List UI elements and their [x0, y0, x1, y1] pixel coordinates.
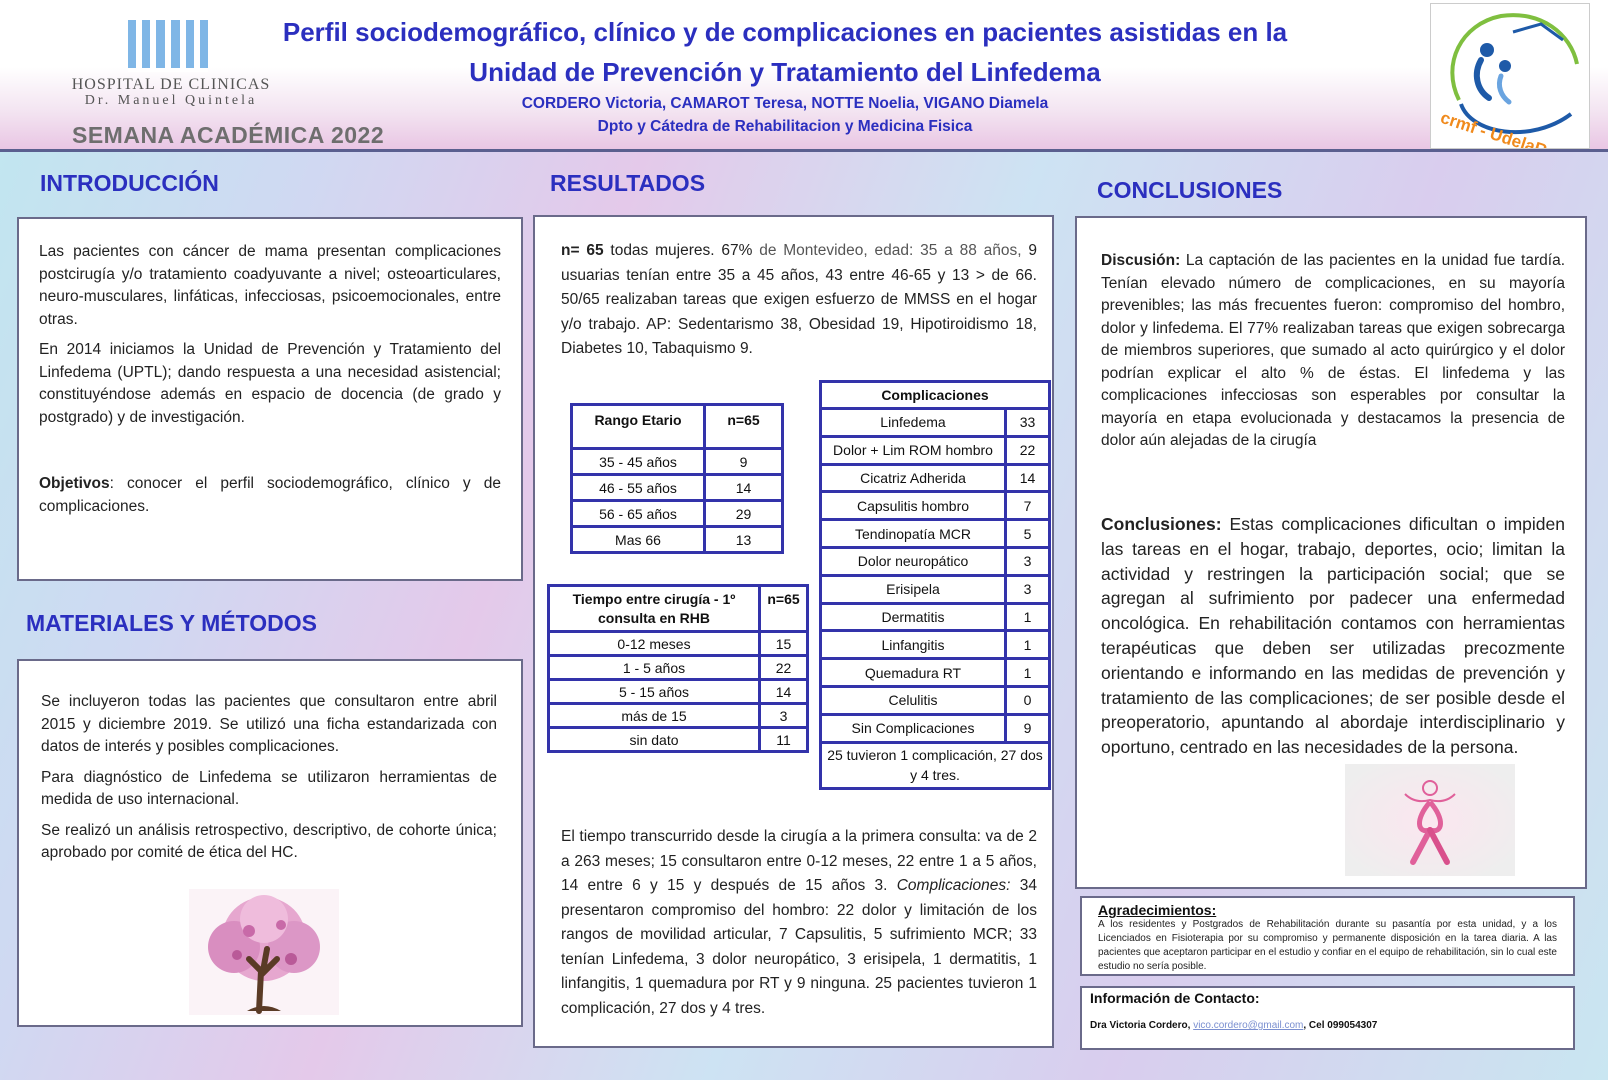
- results-n-label: n= 65: [561, 242, 604, 259]
- time-table-header-row: [549, 586, 808, 632]
- comp-table-footer-row: [821, 742, 1050, 788]
- contact-email-link[interactable]: vico.cordero@gmail.com: [1193, 1020, 1304, 1031]
- age-count: 29: [705, 501, 783, 527]
- time-table-header-n: n=65: [760, 586, 808, 632]
- intro-heading: INTRODUCCIÓN: [40, 170, 219, 196]
- comp-label: Quemadura RT: [821, 659, 1006, 687]
- hospital-name: HOSPITAL DE CLINICAS: [71, 76, 271, 93]
- methods-paragraph-3: Se realizó un análisis retrospectivo, descriptivo, de cohorte única; aprobado por comité de ética del HC.: [41, 821, 497, 861]
- semana-academica: SEMANA ACADÉMICA 2022: [72, 122, 385, 148]
- age-table-header-label: Rango Etario: [572, 405, 705, 449]
- comp-label: Dermatitis: [821, 603, 1006, 631]
- results-heading: RESULTADOS: [550, 170, 706, 196]
- title-line-2: Unidad de Prevención y Tratamiento del Linfedema: [469, 57, 1101, 87]
- table-row: [821, 659, 1050, 687]
- age-range-table: [570, 403, 784, 554]
- time-label: 5 - 15 años: [549, 680, 760, 704]
- authors: CORDERO Victoria, CAMAROT Teresa, NOTTE Noelia, VIGANO Diamela: [521, 95, 1049, 112]
- age-count: 9: [705, 449, 783, 475]
- acknowledgements-box: [1080, 896, 1575, 976]
- hospital-building-icon: [128, 6, 208, 72]
- comp-table-header: Complicaciones: [821, 382, 1050, 409]
- poster-header: [0, 0, 1608, 152]
- conclusions-box: [1075, 216, 1587, 889]
- title-line-1: Perfil sociodemográfico, clínico y de complicaciones en pacientes asistidas en la: [282, 17, 1288, 47]
- table-row: [821, 547, 1050, 575]
- comp-label: Sin Complicaciones: [821, 714, 1006, 742]
- comp-table-footer: 25 tuvieron 1 complicación, 27 dos y 4 tres.: [821, 742, 1050, 788]
- results-bottom-italic: Complicaciones:: [896, 877, 1011, 894]
- age-count: 14: [705, 475, 783, 501]
- comp-count: 1: [1006, 631, 1050, 659]
- comp-count: 5: [1006, 520, 1050, 548]
- age-table-header-n: n=65: [705, 405, 783, 449]
- comp-label: Linfedema: [821, 409, 1006, 437]
- time-count: 14: [760, 680, 808, 704]
- comp-count: 3: [1006, 575, 1050, 603]
- contact-phone: , Cel 099054307: [1303, 1020, 1378, 1031]
- intro-box: [17, 217, 523, 581]
- discusion-label: Discusión:: [1101, 252, 1181, 269]
- time-to-consult-table: [547, 584, 809, 753]
- intro-paragraph-2: En 2014 iniciamos la Unidad de Prevención y Tratamiento del Linfedema (UPTL); dando respuesta a una necesidad asistencial; constituyéndose además en espacio de docencia (de grado y postgrado) y de investigación.: [39, 341, 501, 426]
- conclusiones-text: Estas complicaciones dificultan o impiden las tareas en el hogar, trabajo, deportes, ocio; limitan la actividad y restringen la participación social; que se agregan al sufrimiento por padecer una enfermedad oncológica. En rehabilitación contamos con herramientas terapéuticas que deben ser utilizadas precozmente orientando e informando en las medidas de prevención y tratamiento de las complicaciones; de ser posible desde el preoperatorio, apuntando al abordaje interdisciplinario y oportuno, centrado en las necesidades de la persona.: [1101, 514, 1565, 758]
- table-row: [821, 409, 1050, 437]
- comp-label: Erisipela: [821, 575, 1006, 603]
- time-label: más de 15: [549, 704, 760, 728]
- methods-paragraph-2: Para diagnóstico de Linfedema se utilizaron herramientas de medida de uso internacional.: [41, 768, 497, 808]
- table-row: [572, 501, 783, 527]
- table-row: [821, 575, 1050, 603]
- intro-paragraph-1: Las pacientes con cáncer de mama presentan complicaciones postcirugía y/o tratamiento coadyuvante a nivel; osteoarticulares, neuro-musculares, linfáticas, infecciosas, psicoemocionales, entre otras.: [39, 243, 501, 328]
- comp-count: 1: [1006, 603, 1050, 631]
- poster-title: [270, 12, 1300, 92]
- table-row: [549, 728, 808, 752]
- crmf-logo: [1430, 3, 1590, 149]
- time-count: 11: [760, 728, 808, 752]
- age-label: 56 - 65 años: [572, 501, 705, 527]
- time-label: sin dato: [549, 728, 760, 752]
- discusion-text: La captación de las pacientes en la unidad fue tardía. Tenían elevado número de complicaciones, en su mayoría prevenibles; las más frecuentes fueron: compromiso del hombro, dolor y linfedema. El 77% realizaban tareas que exigen sobrecarga de miembros superiores, que sumado al acto quirúrgico y el dolor podrían explicar el alto % de éstas. El linfedema y las complicaciones infecciosas son esperables por consultar la mayoría en etapa evolucionada y destacamos la presencia de dolor aún alejadas de la cirugía: [1101, 252, 1565, 449]
- pink-ribbon-image: [1345, 764, 1515, 876]
- time-count: 22: [760, 656, 808, 680]
- comp-count: 1: [1006, 659, 1050, 687]
- acknowledgements-text: A los residentes y Postgrados de Rehabilitación durante su pasantía por esta unidad, y a los Licenciados en Fisioterapia por su compromiso y permanente disposición en la tarea diaria. A las pacientes que aceptaron participar en el estudio y confiar en el equipo de rehabilitación, sin lo cual este estudio no sería posible.: [1098, 919, 1557, 972]
- ribbon-tree-image: [189, 889, 339, 1015]
- contact-heading: Información de Contacto:: [1090, 990, 1260, 1006]
- table-row: [549, 656, 808, 680]
- department: Dpto y Cátedra de Rehabilitacion y Medicina Fisica: [597, 118, 973, 135]
- contact-box: [1080, 986, 1575, 1050]
- comp-count: 0: [1006, 686, 1050, 714]
- objetivos-text: : conocer el perfil sociodemográfico, clínico y de complicaciones.: [39, 475, 501, 515]
- time-label: 0-12 meses: [549, 632, 760, 656]
- crmf-emblem-icon: [1431, 4, 1589, 148]
- table-row: [821, 603, 1050, 631]
- comp-label: Linfangitis: [821, 631, 1006, 659]
- comp-count: 22: [1006, 436, 1050, 464]
- results-intro-c: 9 usuarias tenían entre 35 a 45 años, 43 entre 46-65 y 13 > de 66. 50/65 realizaban tareas que exigen esfuerzo de MMSS en el hogar y/o trabajo. AP: Sedentarismo 38, Obesidad 19, Hipotiroidismo 18, Diabetes 10, Tabaquismo 9.: [561, 242, 1037, 357]
- table-row: [821, 714, 1050, 742]
- table-row: [549, 704, 808, 728]
- time-count: 15: [760, 632, 808, 656]
- results-bottom-paragraph: [561, 825, 1037, 1021]
- comp-label: Capsulitis hombro: [821, 492, 1006, 520]
- table-row: [821, 492, 1050, 520]
- comp-label: Celulitis: [821, 686, 1006, 714]
- results-bottom-a: El tiempo transcurrido desde la cirugía a la primera consulta: va de 2 a 263 meses; 15 consultaron entre 0-12 meses, 22 entre 1 a 5 años, 14 entre 6 y 15 y después de 15 años 3.: [561, 828, 1037, 894]
- table-row: [549, 680, 808, 704]
- table-row: [549, 632, 808, 656]
- objetivos-paragraph: [39, 473, 501, 518]
- age-table-header-row: [572, 405, 783, 449]
- objetivos-label: Objetivos: [39, 475, 110, 492]
- contact-line: [1090, 1020, 1565, 1031]
- table-row: [572, 475, 783, 501]
- table-row: [572, 527, 783, 553]
- contact-name: Dra Victoria Cordero,: [1090, 1020, 1194, 1031]
- table-row: [821, 464, 1050, 492]
- comp-label: Cicatriz Adherida: [821, 464, 1006, 492]
- table-row: [821, 631, 1050, 659]
- comp-count: 9: [1006, 714, 1050, 742]
- comp-label: Tendinopatía MCR: [821, 520, 1006, 548]
- acknowledgements-heading: Agradecimientos:: [1098, 902, 1217, 918]
- comp-table-header-row: [821, 382, 1050, 409]
- conclusions-heading: CONCLUSIONES: [1097, 177, 1283, 203]
- age-label: Mas 66: [572, 527, 705, 553]
- age-label: 35 - 45 años: [572, 449, 705, 475]
- conclusiones-paragraph: [1101, 512, 1565, 760]
- conclusiones-label: Conclusiones:: [1101, 514, 1222, 534]
- comp-count: 3: [1006, 547, 1050, 575]
- complications-table: [819, 380, 1051, 790]
- age-label: 46 - 55 años: [572, 475, 705, 501]
- table-row: [572, 449, 783, 475]
- comp-count: 14: [1006, 464, 1050, 492]
- table-row: [821, 520, 1050, 548]
- comp-count: 33: [1006, 409, 1050, 437]
- discusion-paragraph: [1101, 250, 1565, 453]
- age-count: 13: [705, 527, 783, 553]
- hospital-logo: [60, 6, 282, 106]
- methods-paragraph-1: Se incluyeron todas las pacientes que consultaron entre abril 2015 y diciembre 2019. Se utilizó una ficha estandarizada con datos de interés y posibles complicaciones.: [41, 693, 497, 755]
- methods-heading: MATERIALES Y MÉTODOS: [26, 610, 317, 636]
- table-row: [821, 686, 1050, 714]
- results-intro-b: de Montevideo, edad: 35 a 88 años,: [759, 242, 1022, 259]
- results-box: [533, 215, 1054, 1048]
- results-intro: [561, 239, 1037, 362]
- table-row: [821, 436, 1050, 464]
- hospital-subname: Dr. Manuel Quintela: [84, 93, 258, 108]
- time-label: 1 - 5 años: [549, 656, 760, 680]
- comp-label: Dolor + Lim ROM hombro: [821, 436, 1006, 464]
- methods-box: [17, 659, 523, 1027]
- comp-label: Dolor neuropático: [821, 547, 1006, 575]
- time-count: 3: [760, 704, 808, 728]
- results-intro-a: todas mujeres. 67%: [603, 242, 760, 259]
- time-table-header-label: Tiempo entre cirugía - 1º consulta en RHB: [549, 586, 760, 632]
- comp-count: 7: [1006, 492, 1050, 520]
- results-bottom-b: 34 presentaron compromiso del hombro: 22 dolor y limitación de los rangos de movilidad articular, 7 Capsulitis, 5 sufrimiento MCR; 33 tenían Linfedema, 3 dolor neuropático, 3 erisipela, 1 dermatitis, 1 linfangitis, 1 quemadura por RT y 9 ninguna. 25 pacientes tuvieron 1 complicación, 27 dos y 4 tres.: [561, 877, 1037, 1017]
- crmf-logo-label: crmf - UdelaR: [1438, 107, 1550, 148]
